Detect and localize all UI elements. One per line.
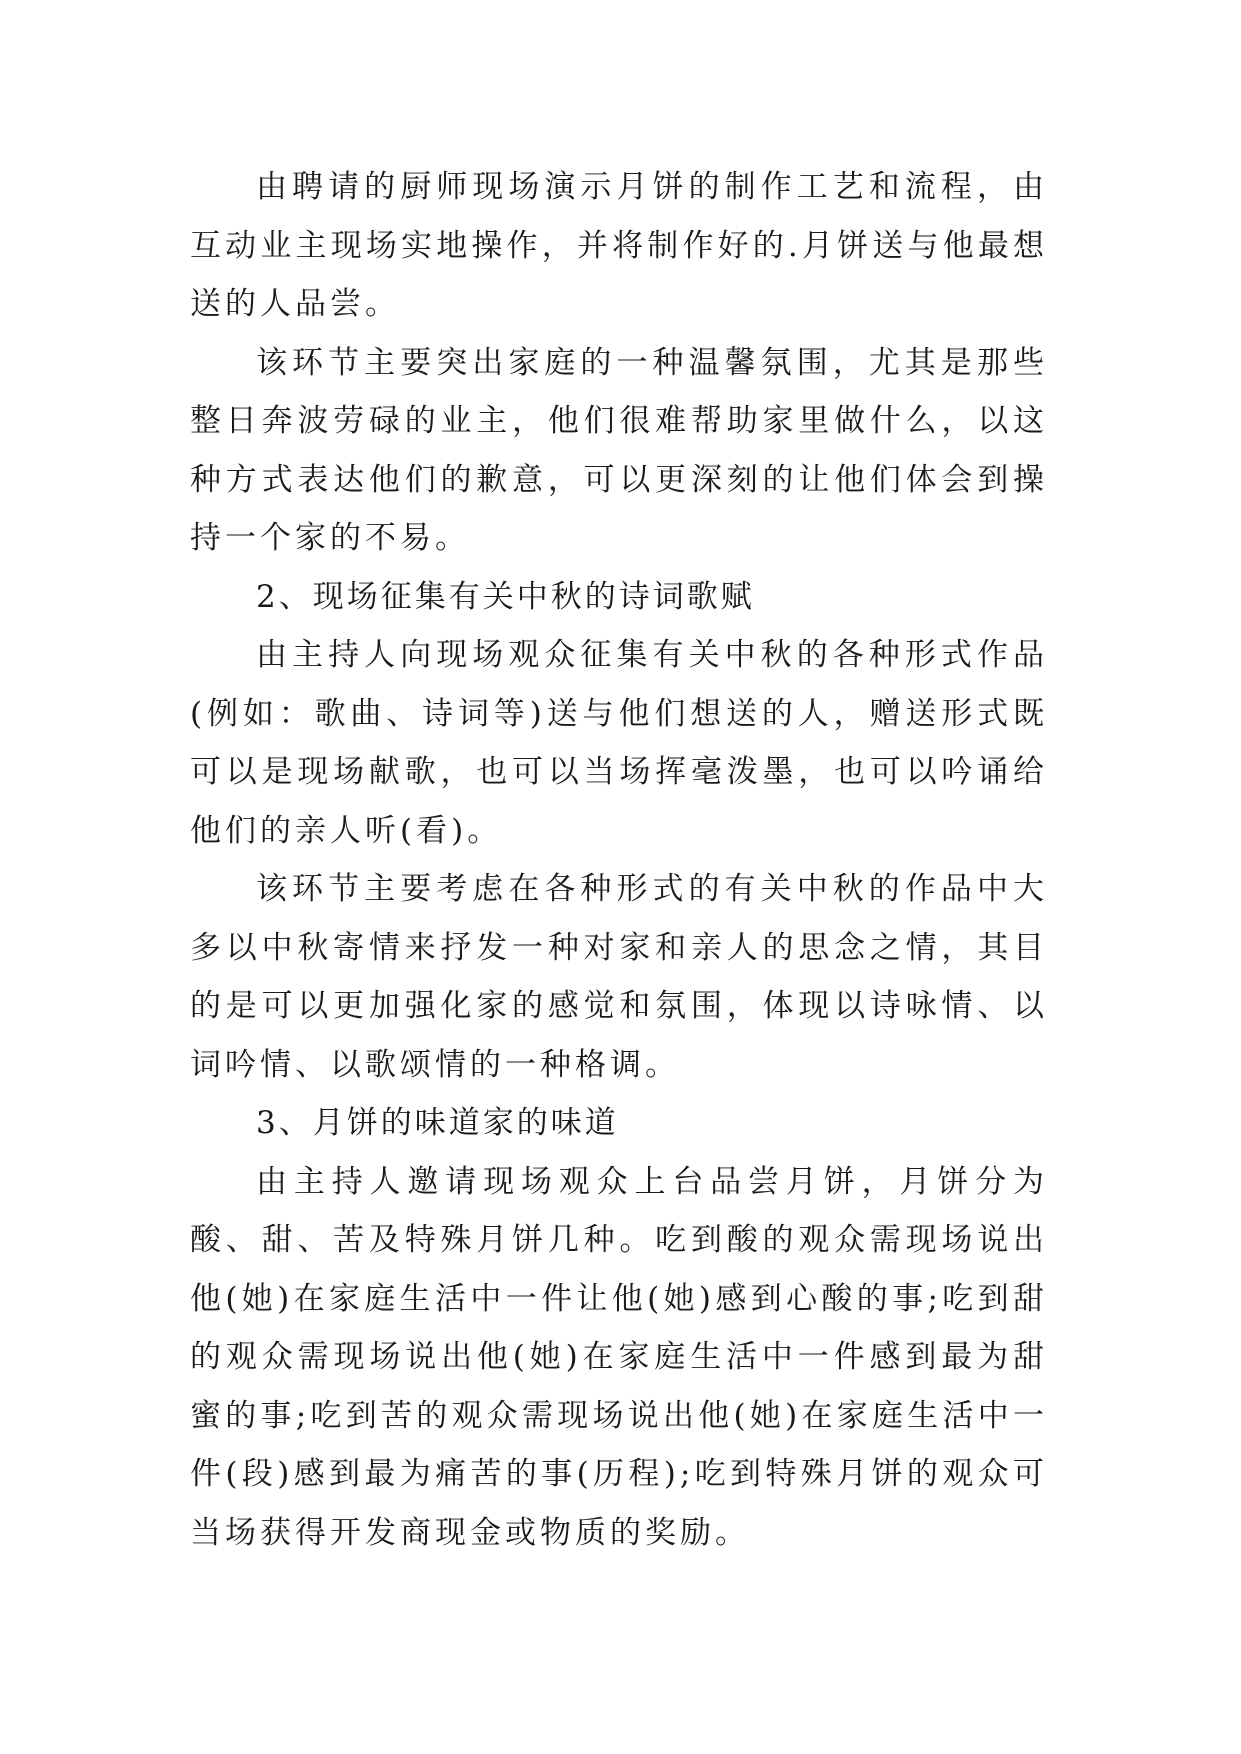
paragraph-poetry-purpose: 该环节主要考虑在各种形式的有关中秋的作品中大多以中秋寄情来抒发一种对家和亲人的思念之情，其目的是可以更加强化家的感觉和氛围，体现以诗咏情、以词吟情、以歌颂情的一种格调。 — [190, 871, 1048, 1083]
paragraph-mooncake-tasting: 由主持人邀请现场观众上台品尝月饼，月饼分为酸、甜、苦及特殊月饼几种。吃到酸的观众需现场说出他(她)在家庭生活中一件让他(她)感到心酸的事;吃到甜的观众需现场说出他(她)在家庭生活中一件感到最为甜蜜的事;吃到苦的观众需现场说出他(她)在家庭生活中一件(段)感到最为痛苦的事(历程);吃到特殊月饼的观众可当场获得开发商现金或物质的奖励。 — [190, 1163, 1048, 1551]
paragraph-mooncake-demo: 由聘请的厨师现场演示月饼的制作工艺和流程，由互动业主现场实地操作，并将制作好的.月饼送与他最想送的人品尝。 — [190, 169, 1048, 322]
paragraph-family-warmth: 该环节主要突出家庭的一种温馨氛围，尤其是那些整日奔波劳碌的业主，他们很难帮助家里做什么，以这种方式表达他们的歉意，可以更深刻的让他们体会到操持一个家的不易。 — [190, 344, 1048, 556]
paragraph-poetry-collection: 由主持人向现场观众征集有关中秋的各种形式作品(例如：歌曲、诗词等)送与他们想送的人，赠送形式既可以是现场献歌，也可以当场挥毫泼墨，也可以吟诵给他们的亲人听(看)。 — [190, 637, 1048, 849]
section-heading-poetry: 2、现场征集有关中秋的诗词歌赋 — [256, 578, 755, 615]
section-heading-mooncake-taste: 3、月饼的味道家的味道 — [256, 1105, 619, 1141]
document-body — [190, 158, 1048, 1562]
